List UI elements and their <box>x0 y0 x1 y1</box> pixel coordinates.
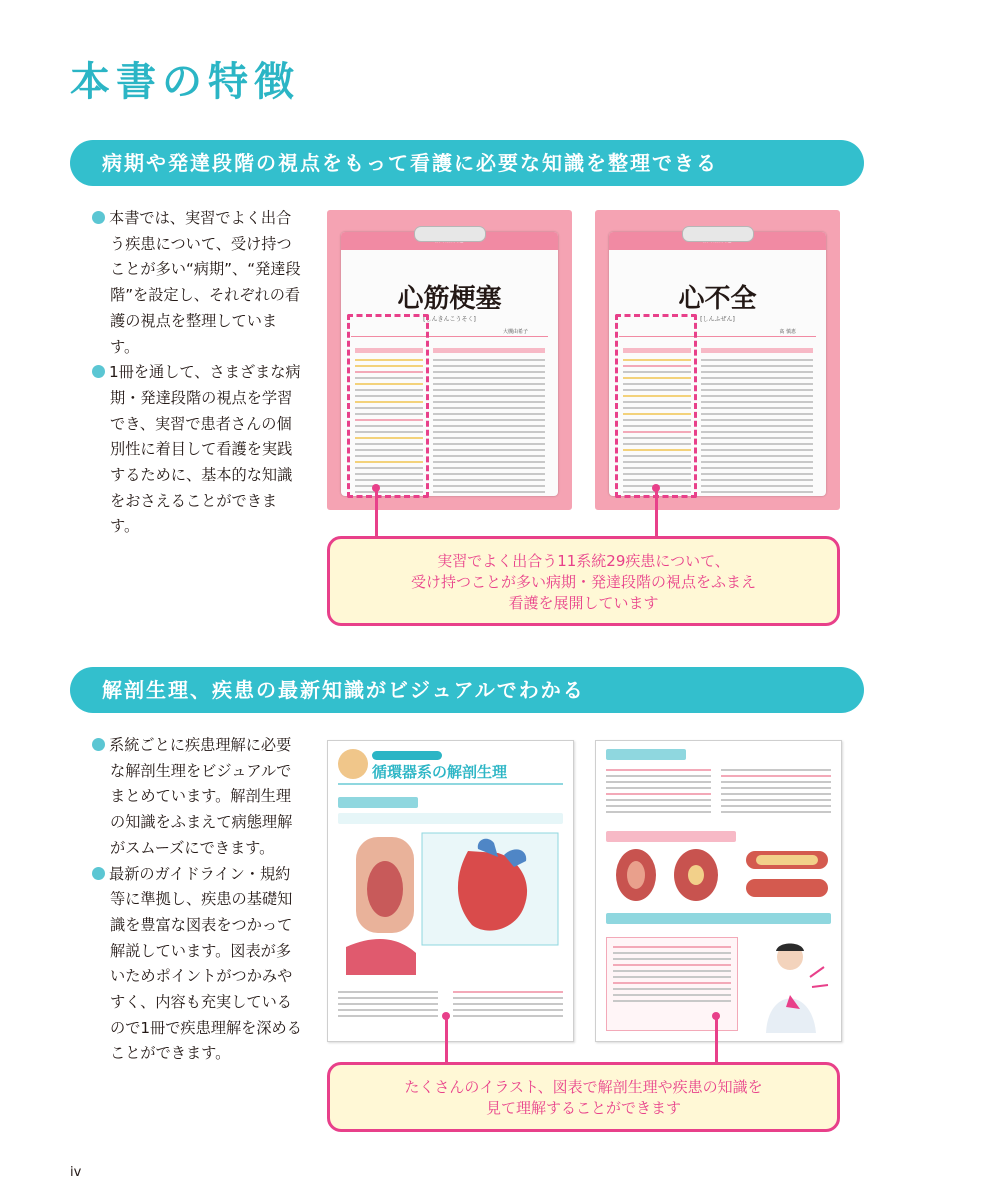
sample-page-disease <box>595 740 842 1042</box>
text-column <box>606 765 711 817</box>
sample-author: 大槻由希子 <box>502 329 528 335</box>
sample-title: 心筋梗塞 <box>397 284 502 314</box>
page-title: 本書の特徴 <box>70 59 300 105</box>
text-column <box>701 344 813 497</box>
patient-illustration <box>746 937 831 1033</box>
page-number: iv <box>70 1165 82 1180</box>
section2-bullets <box>92 733 302 1067</box>
section2-bullet-2: 最新のガイドライン・規約等に準拠し、疾患の基礎知識を豊富な図表をつかって解説しています。図表が多いためポイントがつかみやすく、内容も充実しているので1冊で疾患理解を深めることができます。 <box>92 862 302 1068</box>
highlight-frame <box>615 314 697 498</box>
sample-title: 心不全 <box>678 284 757 314</box>
bullet-dot-icon <box>92 867 105 880</box>
clip-icon <box>414 226 486 242</box>
divider <box>338 783 563 785</box>
sample-page-right <box>595 210 840 510</box>
section2-heading: 解剖生理、疾患の最新知識がビジュアルでわかる <box>70 667 864 713</box>
section1-heading: 病期や発達段階の視点をもって看護に必要な知識を整理できる <box>70 140 864 186</box>
section1-bullets <box>92 206 302 540</box>
section1-callout: 実習でよく出合う11系統29疾患について、 受け持つことが多い病期・発達段階の視点をふまえ 看護を展開しています <box>327 536 840 626</box>
highlight-frame <box>347 314 429 498</box>
connector-line <box>445 1016 448 1064</box>
text-column <box>721 765 831 817</box>
section1-bullet-2: 1冊を通して、さまざまな病期・発達段階の視点を学習でき、実習で患者さんの個別性に着目して看護を実践するために、基本的な知識をおさえることができます。 <box>92 360 302 540</box>
vessel-illustration <box>606 845 831 905</box>
bullet-dot-icon <box>92 211 105 224</box>
section2-bullet-1: 系統ごとに疾患理解に必要な解剖生理をビジュアルでまとめています。解剖生理の知識をふまえて病態理解がスムーズにできます。 <box>92 733 302 862</box>
mascot-icon <box>338 749 368 779</box>
connector-line <box>715 1016 718 1064</box>
bullet-dot-icon <box>92 365 105 378</box>
subheading-bar <box>338 813 563 824</box>
section-tab <box>606 913 831 924</box>
section2-callout: たくさんのイラスト、図表で解剖生理や疾患の知識を 見て理解することができます <box>327 1062 840 1132</box>
sample-page-anatomy <box>327 740 574 1042</box>
figure-heading <box>606 831 736 842</box>
connector-line <box>655 488 658 538</box>
section-tab <box>606 749 686 760</box>
section1-bullet-1: 本書では、実習でよく出合う疾患について、受け持つことが多い“病期”、“発達段階”を設定し、それぞれの看護の視点を整理しています。 <box>92 206 302 360</box>
sample-title: 循環器系の解剖生理 <box>372 763 508 781</box>
bullet-dot-icon <box>92 738 105 751</box>
sample-reading: [しんきんこうそく] <box>423 316 476 323</box>
series-tag <box>372 751 442 760</box>
section-tab <box>338 797 418 808</box>
sample-reading: [しんふぜん] <box>700 316 735 323</box>
text-column <box>453 987 563 1021</box>
clip-icon <box>682 226 754 242</box>
sample-author: 髙 慎恵 <box>779 329 796 335</box>
text-column <box>433 344 545 497</box>
connector-line <box>375 488 378 538</box>
sample-page-left <box>327 210 572 510</box>
text-column <box>338 987 438 1021</box>
anatomy-illustration <box>338 829 563 979</box>
